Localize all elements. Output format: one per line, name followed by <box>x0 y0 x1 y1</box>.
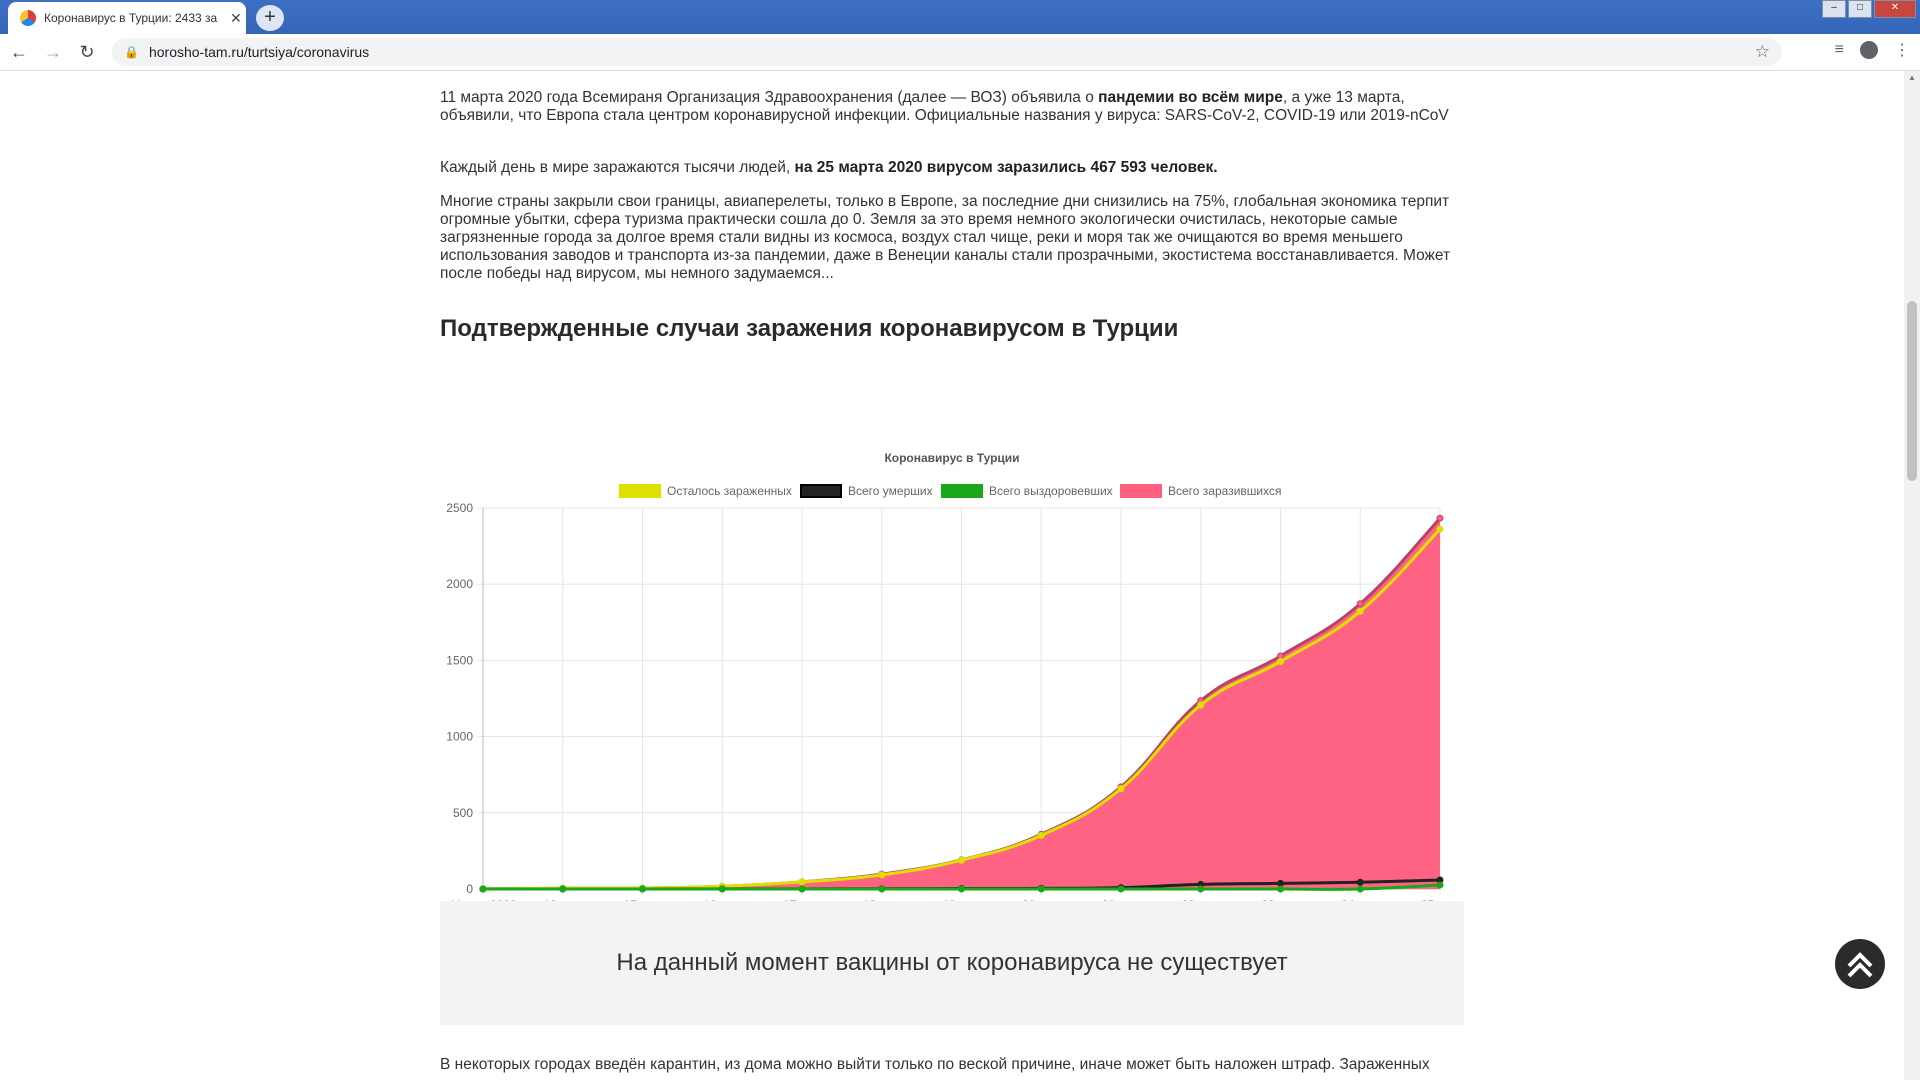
page-viewport <box>0 71 1904 1080</box>
section-heading: Подтвержденные случаи заражения коронавирусом в Турции <box>440 315 1179 342</box>
tab-close-icon[interactable]: ✕ <box>230 9 242 26</box>
data-point <box>1118 886 1124 892</box>
address-bar[interactable] <box>112 38 1782 66</box>
page-scrollbar[interactable] <box>1904 71 1920 1080</box>
data-point <box>879 872 885 878</box>
data-point <box>799 886 805 892</box>
p2-text: Каждый день в мире заражаются тысячи людей, <box>440 159 795 176</box>
minimize-button[interactable]: – <box>1822 0 1846 18</box>
scroll-to-top-button[interactable] <box>1835 939 1885 989</box>
close-window-button[interactable]: ✕ <box>1874 0 1916 18</box>
data-point <box>1437 882 1443 888</box>
data-point <box>1118 786 1124 792</box>
y-tick-label: 1500 <box>446 653 473 668</box>
tab-strip <box>0 0 1920 34</box>
data-point <box>959 886 965 892</box>
double-chevron-up-icon <box>1835 939 1885 989</box>
data-point <box>1357 879 1363 885</box>
data-point <box>879 886 885 892</box>
data-point <box>959 857 965 863</box>
p4-text: В некоторых городах введён карантин, из дома можно выйти только по веской причине, иначе может быть наложен штраф. Зараженных <box>440 1056 1430 1073</box>
data-point <box>1278 886 1284 892</box>
data-point <box>1357 608 1363 614</box>
section-heading-block <box>440 315 1464 343</box>
chart-title: Коронавирус в Турции <box>884 451 1020 465</box>
p1-bold: пандемии во всём мире <box>1098 89 1283 106</box>
y-tick-label: 2000 <box>446 577 473 592</box>
media-control-icon[interactable]: ≡ <box>1834 41 1844 58</box>
p2-bold: на 25 марта 2020 вирусом заразились 467 593 человек. <box>794 159 1218 176</box>
y-tick-label: 0 <box>466 882 473 896</box>
window-controls <box>1820 0 1916 18</box>
article-paragraph-2 <box>440 159 1464 177</box>
p1-text-a: 11 марта 2020 года Всемираня Организация Здравоохранения (далее — ВОЗ) объявила о <box>440 89 1099 106</box>
covid-chart <box>440 361 1464 941</box>
url-text[interactable]: horosho-tam.ru/turtsiya/coronavirus <box>148 44 370 60</box>
data-point <box>1038 886 1044 892</box>
p1-text-b: , а уже 13 марта, объявили, что Европа стала центром коронавирусной инфекции. Официальные названия у вируса: SARS-CoV-2, COVID-19 или 2019-nCoV <box>440 89 1449 124</box>
article-paragraph-1 <box>440 89 1464 125</box>
scroll-up-icon[interactable]: ▲ <box>1908 73 1916 82</box>
new-tab-button[interactable]: + <box>256 5 284 31</box>
y-tick-label: 500 <box>452 805 473 820</box>
lock-icon: 🔒 <box>124 45 139 59</box>
data-point <box>480 886 486 892</box>
data-point <box>1357 601 1363 607</box>
profile-avatar-icon[interactable]: ● <box>1860 41 1878 59</box>
legend-label: Всего выздоровевших <box>989 484 1113 498</box>
data-point <box>1278 880 1284 886</box>
data-point <box>719 886 725 892</box>
data-point <box>1198 886 1204 892</box>
vaccine-notice: На данный момент вакцины от коронавируса не существует <box>440 901 1464 1025</box>
legend-label: Всего умерших <box>848 484 933 498</box>
data-point <box>1357 886 1363 892</box>
reload-icon[interactable]: ↻ <box>79 41 95 62</box>
data-point <box>1038 832 1044 838</box>
legend-label: Осталось зараженных <box>667 484 792 498</box>
data-point <box>560 886 566 892</box>
browser-toolbar <box>0 34 1920 71</box>
p3-text: Многие страны закрыли свои границы, авиаперелеты, только в Европе, за последние дни снизились на 75%, глобальная экономика терпит огромные убытки, сфера туризма практически сошла до 0. Земля за это время немного экологически очистилась, некоторые самые загрязненные города за долгое время стали видны из космоса, воздух стал чище, реки и моря так же очищаются во время меньшего использования заводов и транспорта из-за пандемии, даже в Венеции каналы стали прозрачными, экостистема восстанавливается. Может после победы над вирусом, мы немного задумаемся... <box>440 193 1451 282</box>
tab-active[interactable] <box>8 2 246 34</box>
menu-kebab-icon[interactable]: ⋮ <box>1894 42 1910 59</box>
legend-swatch <box>620 485 660 497</box>
data-point <box>1437 526 1443 532</box>
tab-title: Коронавирус в Турции: 2433 за <box>44 11 218 25</box>
data-point <box>1278 658 1284 664</box>
bookmark-star-icon[interactable]: ☆ <box>1754 42 1770 61</box>
scrollbar-thumb[interactable] <box>1907 301 1917 481</box>
legend-swatch <box>942 485 982 497</box>
data-point <box>799 879 805 885</box>
maximize-button[interactable]: □ <box>1848 0 1872 18</box>
article-paragraph-3 <box>440 193 1464 283</box>
legend-swatch <box>1121 485 1161 497</box>
data-point <box>1437 515 1443 521</box>
back-arrow-icon[interactable]: ← <box>10 41 28 62</box>
y-tick-label: 2500 <box>446 501 473 515</box>
article-paragraph-4 <box>440 1056 1464 1074</box>
legend-swatch <box>801 485 841 497</box>
legend-label: Всего заразившихся <box>1168 484 1282 498</box>
forward-arrow-icon[interactable]: → <box>44 41 62 62</box>
toolbar-right <box>1819 40 1910 60</box>
y-tick-label: 1000 <box>446 729 473 744</box>
chart-container <box>440 361 1464 941</box>
site-favicon-icon <box>20 10 36 26</box>
data-point <box>640 886 646 892</box>
data-point <box>1198 702 1204 708</box>
